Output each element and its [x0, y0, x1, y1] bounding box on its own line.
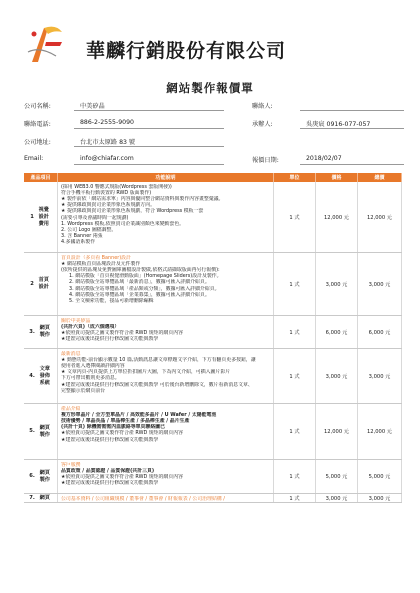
- contact-label: 聯絡人:: [252, 103, 273, 110]
- table-body: [24, 182, 402, 503]
- row-total: 12,000 元: [358, 404, 402, 459]
- description-line: 2. 網站模版全站導覽區域「最新消息」，數據可匯入詳細介紹頁。: [69, 279, 210, 286]
- row-item-name: 網頁: [39, 494, 50, 501]
- description-line: 客戶服務: [61, 461, 81, 468]
- row-item-name: 網頁製作: [39, 325, 50, 338]
- row-item-cell: [24, 404, 58, 459]
- table-row: [24, 253, 402, 316]
- row-item-cell: [24, 460, 58, 493]
- description-line: 品質政策 / 品質認證 / 品質保證(共計三頁): [61, 467, 155, 474]
- row-total: 6,000 元: [358, 316, 402, 348]
- info-row-address: [24, 132, 404, 150]
- description-line: 使用者進入選擇閱讀詳細內容: [61, 362, 125, 369]
- header-unit: 單位: [274, 173, 316, 182]
- handler-value: 吳庚宸 0916-077-057: [306, 121, 371, 128]
- info-row-company: [24, 96, 404, 114]
- row-unit: 1 式: [274, 316, 316, 348]
- row-item-cell: [24, 316, 58, 348]
- row-unit: 1 式: [274, 404, 316, 459]
- handler-label: 承辦人:: [252, 121, 273, 128]
- phone-value: 886-2-2555-9090: [80, 119, 134, 126]
- row-description: [58, 253, 274, 315]
- company-name: 華麟行銷股份有限公司: [86, 40, 287, 62]
- description-line: 完整顯示於網頁前台: [61, 387, 106, 394]
- row-unit: 1 式: [274, 494, 316, 502]
- description-line: ★建置完成後出提供自行修改圖文功能與教學 可於後台新增刪除文，數片看新消息文章、: [61, 381, 253, 388]
- description-line: ★ 提供線政與貴司企業形象色系規劃方向。: [61, 202, 155, 209]
- row-number: 1: [30, 213, 34, 220]
- row-price: 3,000 元: [316, 253, 358, 315]
- table-row: [24, 494, 402, 503]
- table-row: [24, 182, 402, 253]
- row-unit: 1 式: [274, 182, 316, 252]
- row-number: 6.: [29, 473, 35, 479]
- table-row: [24, 404, 402, 460]
- description-line: ★依照貴司提供之圖文製作符合產 RWD 規矩的網頁內容: [61, 430, 183, 437]
- company-logo-icon: [26, 22, 66, 66]
- row-item-name: 網頁製作: [39, 424, 50, 438]
- description-line: 公司基本資料 / 公司組織規模 / 董事會 / 董事會 / 財報報表 / 公司治理結構 /: [61, 495, 225, 502]
- description-line: 符合手機平板行動裝置的 RWD 版面製作): [61, 189, 152, 196]
- table-header: [24, 173, 402, 182]
- description-line: ★ 製作前依「網站需求單」內容與優同整合網站資料與製作內容畫整彙議。: [61, 195, 224, 202]
- quote-table: [24, 173, 402, 503]
- phone-label: 聯絡電話:: [24, 121, 51, 128]
- company-value: 中美矽晶: [80, 103, 105, 110]
- description-line: (依所提供的區塊及免費圖庫圖檔設計製做,依格式請擷取版面再另行報價):: [61, 266, 220, 273]
- row-unit: 1 式: [274, 253, 316, 315]
- description-line: 3. 含 Banner 兩張: [61, 233, 103, 240]
- description-line: 1. 網站模版「首頁視覺滑動版面」(Homepage Sliders)設計及製作。: [69, 273, 222, 280]
- description-line: ★依照貴司提供之圖文製作符合產 RWD 規矩的網頁內容: [61, 473, 183, 480]
- document-header: [0, 0, 420, 70]
- description-line: ★建置完成後出提供自行修改圖文功能與教學: [61, 336, 159, 343]
- description-line: 2. 公司 Logo 圖檔調整。: [61, 226, 117, 233]
- description-line: 4. 網站模版全站導覽區域「企業募集」，數據可匯入詳細介紹頁。: [69, 291, 210, 298]
- header-item: 產品項目: [24, 173, 58, 182]
- client-info: [24, 96, 404, 168]
- address-label: 公司地址:: [24, 139, 51, 146]
- row-total: 3,000 元: [358, 253, 402, 315]
- header-price: 價格: [316, 173, 358, 182]
- row-item-name: 網頁製作: [39, 469, 50, 483]
- description-line: ★ 提供線政與貴司企業形象色系規劃，符合 Wordpress 模板一套: [61, 208, 204, 215]
- description-line: 關於中美矽晶: [61, 317, 91, 324]
- row-number: 2: [30, 280, 34, 287]
- description-line: ★ 動態功能-前台顯示數量 10 篇,活動訊息讓文章標題文字介紹，下方有翻頁更多按鈕，讓: [61, 356, 256, 363]
- date-value: 2018/02/07: [306, 155, 342, 162]
- row-price: 6,000 元: [316, 316, 358, 348]
- row-item-cell: [24, 182, 58, 252]
- row-number: 7.: [29, 494, 35, 501]
- row-price: 12,000 元: [316, 182, 358, 252]
- email-label: Email:: [24, 155, 44, 162]
- row-price: 12,000 元: [316, 404, 358, 459]
- company-label: 公司名稱:: [24, 103, 51, 110]
- row-total: 12,000 元: [358, 182, 402, 252]
- row-description: [58, 404, 274, 459]
- description-line: 最新消息: [61, 350, 81, 357]
- table-row: [24, 349, 402, 404]
- row-item-cell: [24, 494, 58, 502]
- row-total: 3,000 元: [358, 349, 402, 403]
- description-line: (需要引導及會議時間一起規劃): [61, 214, 129, 221]
- row-unit: 1 式: [274, 349, 316, 403]
- row-item-name: 文章發佈系統: [39, 365, 50, 386]
- row-description: [58, 494, 274, 502]
- description-line: 下方可帶出數則更多消息。: [61, 375, 120, 382]
- description-line: 產品介紹: [61, 405, 81, 412]
- description-line: ★建置完成後出提供自行修改圖文功能與教學: [61, 436, 159, 443]
- row-price: 3,000 元: [316, 494, 358, 502]
- row-number: 4.: [29, 372, 35, 379]
- address-value: 台北市太原路 83 號: [80, 139, 136, 146]
- description-line: (採用 WEB3.0 響應式規版(Wordpress 套版開發)): [61, 183, 172, 190]
- table-row: [24, 460, 402, 494]
- table-row: [24, 316, 402, 349]
- row-item-name: 首頁設計: [38, 277, 49, 290]
- date-label: 報價日期:: [252, 157, 279, 164]
- description-line: 3. 網站模版全站導覽區域「產品類或分類」，數據可匯入詳細介紹頁。: [69, 285, 220, 292]
- row-description: [58, 316, 274, 348]
- description-line: 首頁設計（多頁看 Banner)設計: [61, 254, 131, 261]
- row-item-name: 視覺設計費用: [38, 206, 49, 227]
- row-number: 3.: [29, 328, 35, 335]
- row-description: [58, 460, 274, 493]
- email-value: info@chiafar.com: [80, 155, 134, 162]
- info-row-phone: [24, 114, 404, 132]
- row-item-cell: [24, 349, 58, 403]
- description-line: 複方形單晶片 / 全方型單晶片 / 高效能多晶片 / U Wafer / 太陽能電池: [61, 411, 217, 418]
- description-line: ★ 文章內頁-内頁提供上方單位折扣圖片大圖，下為內文介紹，可插入圖片影片: [61, 369, 231, 376]
- row-description: [58, 182, 274, 252]
- description-line: ★建置完成後出提供自行修改圖文功能與教學: [61, 480, 159, 487]
- row-price: 5,000 元: [316, 460, 358, 493]
- description-line: 4.多國語系製作: [61, 239, 96, 246]
- row-total: 3,000 元: [358, 494, 402, 502]
- header-description: 功能說明: [58, 173, 274, 182]
- description-line: 5. 全文檢索功能，接品可新增刪除編輯: [69, 297, 154, 304]
- row-number: 5.: [29, 428, 35, 434]
- row-price: 3,000 元: [316, 349, 358, 403]
- description-line: (共計十頁) 除機需需需內血脈絡等單頁聯絡圖已: [61, 424, 165, 431]
- info-row-email: [24, 150, 404, 168]
- row-description: [58, 349, 274, 403]
- description-line: ★ 網站模板首頁區塊設計及元件製作: [61, 260, 141, 267]
- description-line: 1. Wordpress 模板,依照貴司企業識別顏色來變動套色。: [61, 220, 185, 227]
- header-total: 總價: [358, 173, 402, 182]
- row-total: 5,000 元: [358, 460, 402, 493]
- description-line: ★依照貴司提供之圖文製作符合產 RWD 規矩的網頁內容: [61, 329, 183, 336]
- row-item-cell: [24, 253, 58, 315]
- description-line: (共計六頁)（成六個選項）: [61, 323, 120, 330]
- row-unit: 1 式: [274, 460, 316, 493]
- document-title: 網站製作報價單: [166, 81, 254, 95]
- description-line: 技術優勢 / 單晶長晶 / 單晶棒生產 / 多晶棒生產 / 晶片生產: [61, 417, 190, 424]
